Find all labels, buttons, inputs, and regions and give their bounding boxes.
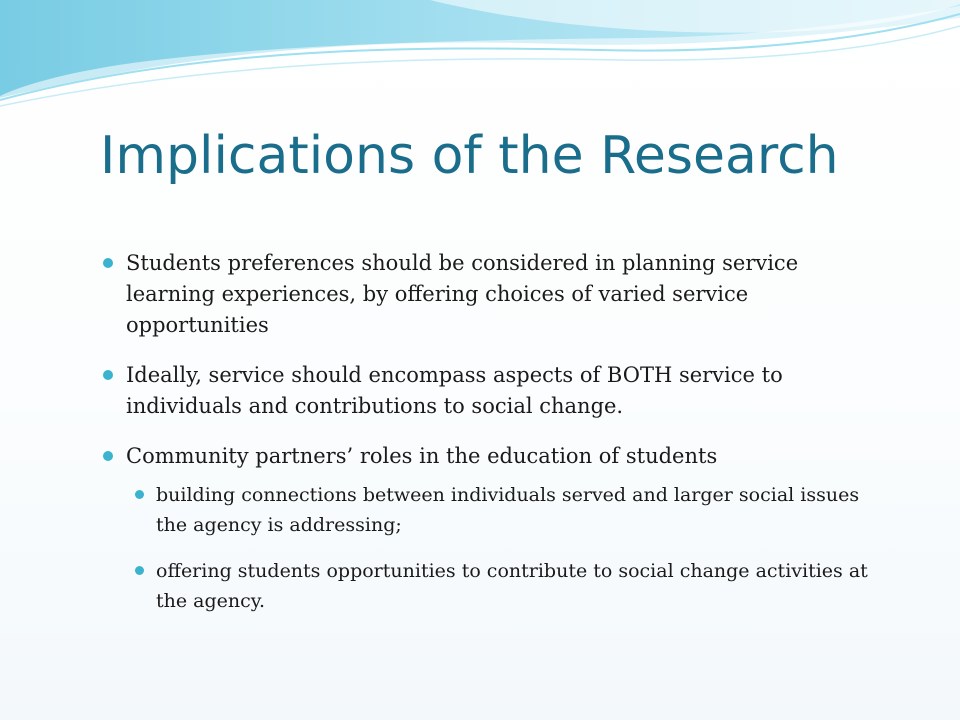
bullet-dot-icon (103, 258, 113, 268)
bullet-text: Community partners’ roles in the education of students (126, 444, 718, 468)
decorative-wave-band (0, 0, 960, 110)
sub-bullet-dot-icon (135, 566, 144, 575)
bullet-list (103, 248, 883, 616)
slide-title: Implications of the Research (100, 126, 839, 186)
sub-bullet-text: offering students opportunities to contribute to social change activities at the agency. (156, 560, 868, 612)
bullet-text: Students preferences should be considered in planning service learning experiences, by offering choices of varied service opportunities (126, 251, 799, 337)
slide-body (103, 248, 883, 616)
sub-bullet-item-opportunities (135, 556, 883, 616)
bullet-text: Ideally, service should encompass aspects of BOTH service to individuals and contributions to social change. (126, 363, 783, 418)
bullet-dot-icon (103, 451, 113, 461)
wave-graphic (0, 0, 960, 110)
bullet-dot-icon (103, 370, 113, 380)
sub-bullet-text: building connections between individuals served and larger social issues the agency is addressing; (156, 484, 860, 536)
bullet-item-service-balance (103, 360, 883, 422)
bullet-item-preferences (103, 248, 883, 341)
sub-bullet-list (126, 480, 883, 616)
sub-bullet-item-connections (135, 480, 883, 540)
bullet-item-community-partners (103, 441, 883, 616)
sub-bullet-dot-icon (135, 490, 144, 499)
